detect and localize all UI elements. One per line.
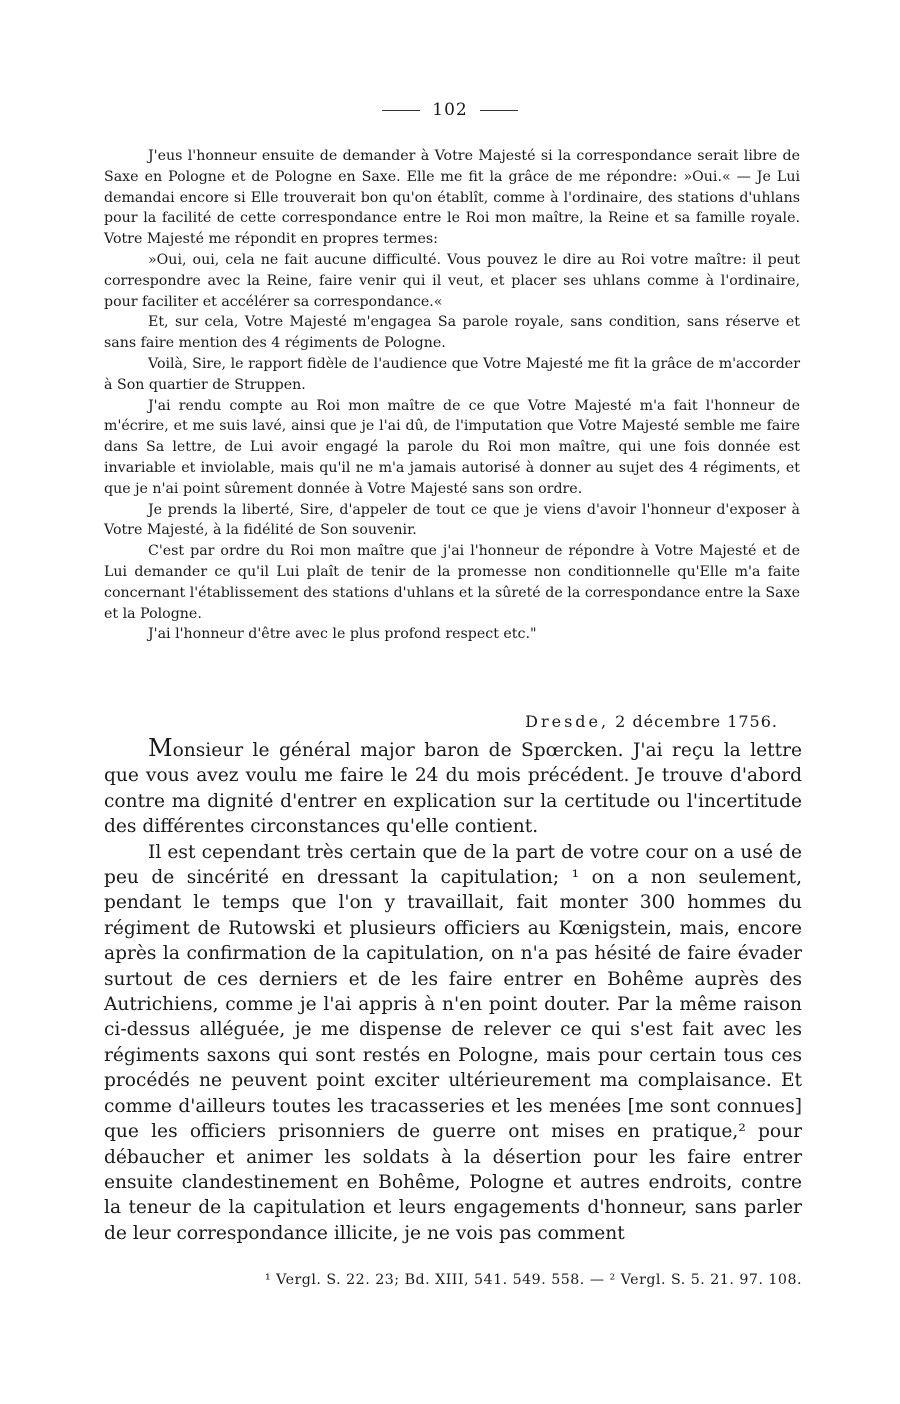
letter-paragraph: J'ai rendu compte au Roi mon maître de ce que Votre Majesté m'a fait l'honneur de m'écrire, et me suis lavé, ainsi que je l'ai dû, de l'imputation que Votre Majesté semble me faire dans Sa lettre, de Lui avoir engagé la parole du Roi mon maître, qui une fois donnée est invariable et inviolable, mais qu'il ne m'a jamais autorisé à donner au sujet des 4 régiments, et que je n'ai point sûrement donnée à Votre Majesté sans son ordre. (104, 397, 800, 497)
reply-letter (104, 736, 802, 1246)
letter-paragraph: Voilà, Sire, le rapport fidèle de l'audience que Votre Majesté me fit la grâce de m'accorder à Son quartier de Struppen. (104, 355, 800, 393)
letter-paragraph: J'ai l'honneur d'être avec le plus profond respect etc." (148, 626, 537, 643)
page-number-dash-left (382, 110, 420, 111)
dateline-place: Dresde, (525, 712, 610, 731)
letter-paragraph: J'eus l'honneur ensuite de demander à Votre Majesté si la correspondance serait libre de Saxe en Pologne et de Pologne en Saxe. Elle me fit la grâce de me répondre: »Oui.« — Je Lui demandai encore si Elle trouverait bon qu'on établît, comme à l'ordinaire, des stations d'uhlans pour la facilité de cette correspondance entre le Roi mon maître, la Reine et sa famille royale. Votre Majesté me répondit en propres termes: (104, 148, 800, 248)
reply-paragraph-text: onsieur le général major baron de Spœrcken. J'ai reçu la lettre que vous avez voulu me faire le 24 du mois précédent. Je trouve d'abord contre ma dignité d'entrer en explication sur la certitude ou l'incertitude des différentes circonstances qu'elle contient. (104, 740, 802, 838)
letter-paragraph: C'est par ordre du Roi mon maître que j'ai l'honneur de répondre à Votre Majesté et de Lui demander ce qu'il Lui plaît de tenir de la promesse non conditionnelle qu'Elle m'a faite concernant l'établissement des stations d'uhlans et la sûreté de la correspondance entre la Saxe et la Pologne. (104, 543, 800, 622)
dateline-date: 2 décembre 1756. (615, 712, 778, 731)
reply-paragraph: Il est cependant très certain que de la part de votre cour on a usé de peu de sincérité en dressant la capitulation; ¹ on a non seulement, pendant le temps que l'on y travaillait, fait monter 300 hommes du régiment de Rutowski et plusieurs officiers au Kœnigstein, mais, encore après la confirmation de la capitulation, on n'a pas hésité de faire évader surtout de ces derniers et de les faire entrer en Bohême auprès des Autrichiens, comme je l'ai appris à n'en point douter. Par la même raison ci-dessus alléguée, je me dispense de relever ce qui s'est fait avec les régiments saxons qui sont restés en Pologne, mais pour certain tous ces procédés ne peuvent point exciter ultérieurement ma complaisance. Et comme d'ailleurs toutes les tracasseries et les menées [me sont connues] que les officiers prisonniers de guerre ont mises en pratique,² pour débaucher et animer les soldats à la désertion pour les faire entrer ensuite clandestinement en Bohême, Pologne et autres endroits, contre la teneur de la capitulation et leurs engagements d'honneur, sans parler de leur correspondance illicite, je ne vois pas comment (104, 841, 802, 1244)
dateline (525, 712, 778, 731)
reply-paragraph (104, 736, 802, 840)
reply-initial: M (148, 734, 173, 762)
footnotes: ¹ Vergl. S. 22. 23; Bd. XIII, 541. 549. 558. — ² Vergl. S. 5. 21. 97. 108. (264, 1272, 802, 1288)
letter-paragraph: Je prends la liberté, Sire, d'appeler de tout ce que je viens d'avoir l'honneur d'exposer à Votre Majesté, à la fidélité de Son souvenir. (104, 501, 800, 539)
page-number-dash-right (480, 110, 518, 111)
letter-paragraph: Et, sur cela, Votre Majesté m'engagea Sa parole royale, sans condition, sans réserve et sans faire mention des 4 régiments de Pologne. (104, 314, 800, 352)
quoted-letter (104, 146, 800, 645)
letter-paragraph: »Oui, oui, cela ne fait aucune difficulté. Vous pouvez le dire au Roi votre maître: il peut correspondre avec la Reine, faire venir qui il veut, et placer ses uhlans comme à l'ordinaire, pour faciliter et accélérer sa correspondance.« (104, 251, 800, 310)
page-number (0, 100, 900, 120)
page-number-text: 102 (432, 100, 468, 120)
